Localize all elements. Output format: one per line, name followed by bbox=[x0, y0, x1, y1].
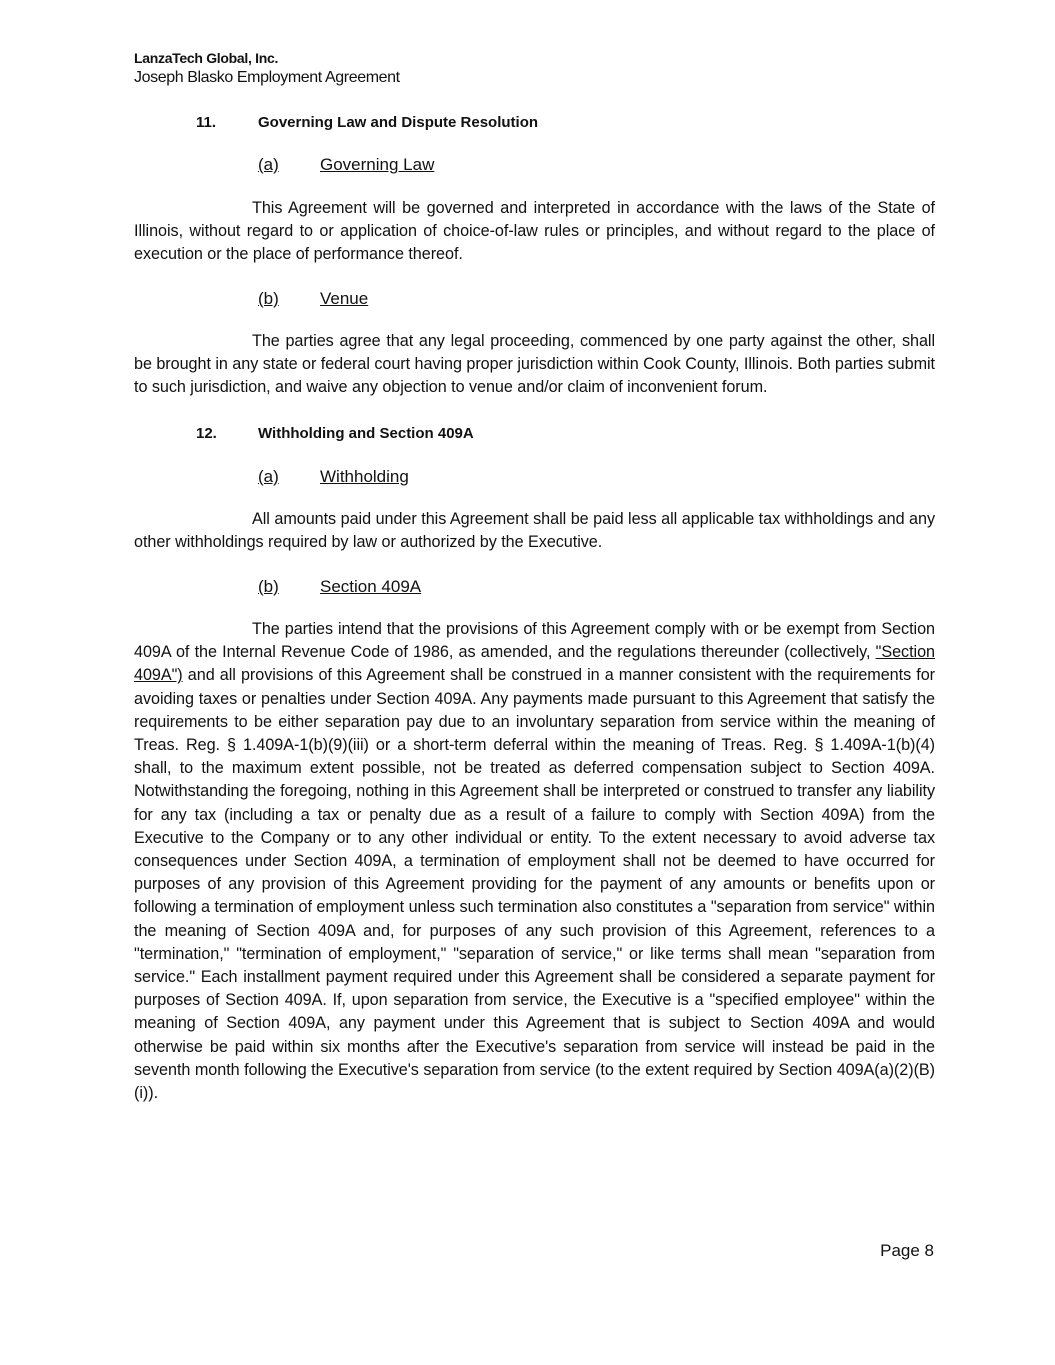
section-title: Withholding and Section 409A bbox=[258, 425, 474, 442]
paragraph-text-after: and all provisions of this Agreement shall be construed in a manner consistent with the requirements for avoiding taxes or penalties under Section 409A. Any payments made pursuant to this Agreement that satisfy the requirements to be either separation pay due to an involuntary separation from service within the meaning of Treas. Reg. § 1.409A-1(b)(9)(iii) or a short-term deferral within the meaning of Treas. Reg. § 1.409A-1(b)(4) shall, to the maximum extent possible, not be treated as deferred compensation subject to Section 409A. Notwithstanding the foregoing, nothing in this Agreement shall be interpreted or construed to transfer any liability for any tax (including a tax or penalty due as a result of a failure to comply with Section 409A) from the Executive to the Company or to any other individual or entity. To the extent necessary to avoid adverse tax consequences under Section 409A, a termination of employment shall not be deemed to have occurred for purposes of any provision of this Agreement providing for the payment of any amounts or benefits upon or following a termination of employment unless such termination also constitutes a "separation from service" within the meaning of Section 409A and, for purposes of any such provision of this Agreement, references to a "termination," "termination of employment," "separation of service," or like terms shall mean "separation from service." Each installment payment required under this Agreement shall be considered a separate payment for purposes of Section 409A. If, upon separation from service, the Executive is a "specified employee" within the meaning of Section 409A, any payment under this Agreement that is subject to Section 409A and would otherwise be paid within six months after the Executive's separation from service will instead be paid in the seventh month following the Executive's separation from service (to the extent required by Section 409A(a)(2)(B)(i)). bbox=[134, 666, 935, 1103]
paragraph-text-before: The parties intend that the provisions of this Agreement comply with or be exempt from Section 409A of the Internal Revenue Code of 1986, as amended, and the regulations thereunder (collectively, bbox=[134, 620, 935, 662]
subsection-label: (b) bbox=[258, 289, 279, 308]
section-number: 11. bbox=[196, 114, 217, 131]
subsection-title: Governing Law bbox=[320, 155, 435, 174]
paragraph-section-409a bbox=[134, 618, 935, 1105]
subsection-title: Venue bbox=[320, 289, 369, 308]
subsection-label: (b) bbox=[258, 577, 279, 596]
paragraph-governing-law: This Agreement will be governed and interpreted in accordance with the laws of the State of Illinois, without regard to or application of choice-of-law rules or principles, and without regard to the place of execution or the place of performance thereof. bbox=[134, 199, 935, 264]
subsection-title: Section 409A bbox=[320, 577, 422, 596]
header-company: LanzaTech Global, Inc. bbox=[134, 50, 279, 66]
section-title: Governing Law and Dispute Resolution bbox=[258, 114, 539, 131]
paragraph-venue: The parties agree that any legal proceeding, commenced by one party against the other, shall be brought in any state or federal court having proper jurisdiction within Cook County, Illinois. Both parties submit to such jurisdiction, and waive any objection to venue and/or claim of inconvenient forum. bbox=[134, 332, 935, 397]
defined-term-section-409a: "Section 409A") bbox=[134, 643, 935, 685]
subsection-label: (a) bbox=[258, 467, 279, 486]
section-number: 12. bbox=[196, 425, 217, 442]
subsection-label: (a) bbox=[258, 155, 279, 174]
page-number: Page 8 bbox=[880, 1241, 934, 1260]
paragraph-withholding: All amounts paid under this Agreement shall be paid less all applicable tax withholdings and any other withholdings required by law or authorized by the Executive. bbox=[134, 510, 935, 552]
header-document-title: Joseph Blasko Employment Agreement bbox=[134, 69, 400, 86]
subsection-title: Withholding bbox=[320, 467, 409, 486]
